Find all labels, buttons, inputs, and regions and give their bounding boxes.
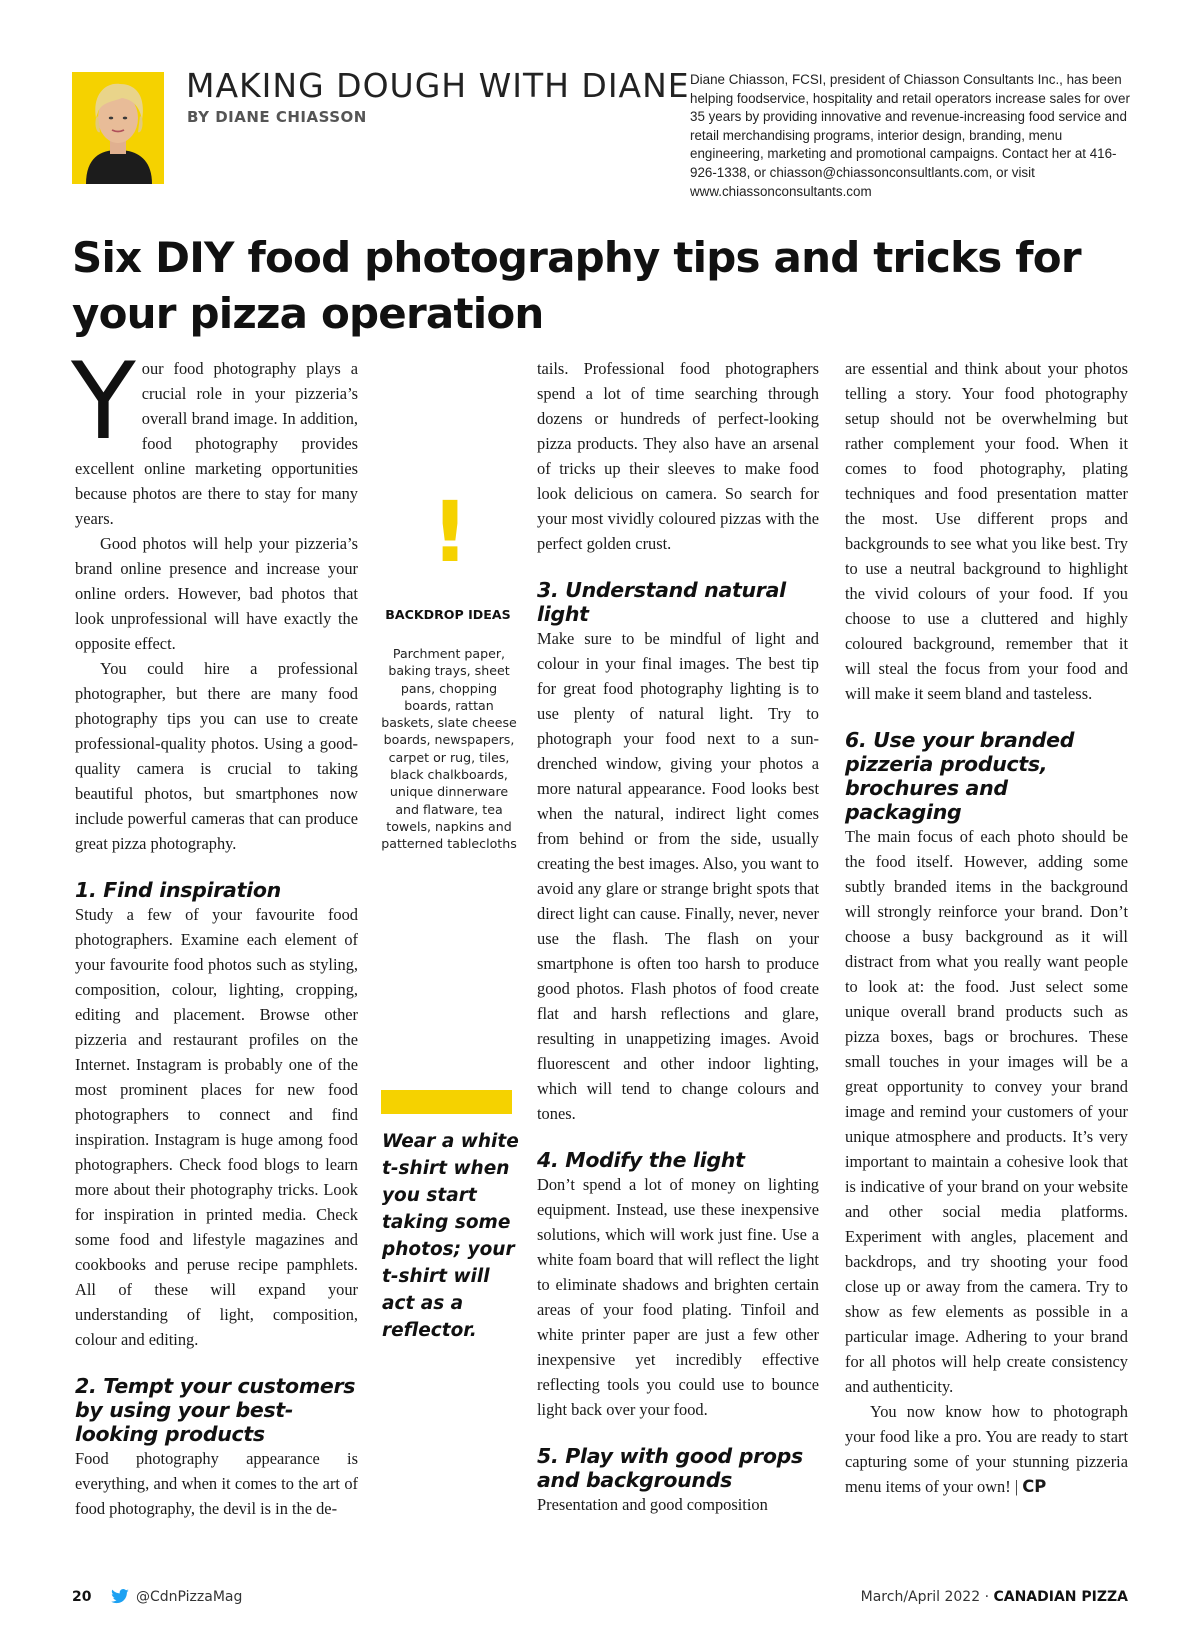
page-number: 20 <box>72 1589 92 1605</box>
twitter-handle: @CdnPizzaMag <box>136 1589 243 1605</box>
author-portrait-image <box>72 72 164 184</box>
issue-date: March/April 2022 · <box>860 1589 990 1605</box>
intro-paragraph <box>71 340 358 531</box>
article-column-2 <box>537 356 819 1517</box>
twitter-icon <box>110 1589 130 1605</box>
subheading-tempt-customers: 2. Tempt your customers by using your best-looking products <box>75 1374 356 1446</box>
article-column-3 <box>845 356 1128 1499</box>
pull-quote: Wear a white t-shirt when you start taking some photos; your t-shirt will act as a reflector. <box>382 1131 519 1341</box>
closing-paragraph <box>845 1399 1128 1499</box>
body-paragraph: tails. Professional food photographers spend a lot of time searching through dozens or hundreds of perfect-looking pizza products. They also have an arsenal of tricks up their sleeves to make food look delicious on camera. So search for your most vividly coloured pizzas with the perfect golden crust. <box>537 359 819 553</box>
body-paragraph: The main focus of each photo should be the food itself. However, adding some subtly branded items in the background will strongly reinforce your brand. Don’t choose a busy background as it will distract from what you really want people to look at: the food. Just select some unique overall brand products such as pizza boxes, bags or brochures. These small touches in your images will be a great opportunity to convey your brand image and remind your customers of your unique atmosphere and products. It’s very important to maintain a cohesive look that is indicative of your brand on your website and other social media platforms. Experiment with angles, placement and backdrops, and try shooting your food close up or away from the camera. Try to show as few elements as possible in a particular image. Adhering to your brand for all photos will help create consistency and authenticity. <box>845 827 1128 1396</box>
author-bio: Diane Chiasson, FCSI, president of Chiasson Consultants Inc., has been helping foodservice, hospitality and retail operators increase sales for over 35 years by providing innovative and revenue-increasing food service and retail merchandising programs, interior design, branding, menu engineering, marketing and promotional campaigns. Contact her at 416-926-1338, or chiasson@chiassonconsultlants.com, or visit www.chiassonconsultants.com <box>690 72 1130 199</box>
column-title: MAKING DOUGH WITH DIANE <box>186 66 690 105</box>
issue-info <box>861 1589 1128 1605</box>
drop-cap: Y <box>71 340 136 463</box>
author-photo <box>72 72 164 184</box>
subheading-modify-light: 4. Modify the light <box>537 1148 745 1172</box>
intro-text: our food photography plays a crucial role in your pizzeria’s overall brand image. In addition, food photography provides excellent online marketing opportunities because photos are there to stay for many years. <box>75 359 358 528</box>
sidebar-text: Parchment paper, baking trays, sheet pans, chopping boards, rattan baskets, slate cheese boards, newspapers, carpet or rug, tiles, black chalkboards, unique dinnerware and flatware, tea towels, napkins and patterned tablecloths <box>381 646 517 852</box>
subheading-props-backgrounds: 5. Play with good props and backgrounds <box>537 1444 803 1492</box>
exclamation-icon: ! <box>430 483 470 581</box>
body-paragraph: Study a few of your favourite food photographers. Examine each element of your favourite food photos such as styling, composition, colour, lighting, cropping, editing and placement. Browse other pizzeria and restaurant profiles on the Internet. Instagram is probably one of the most prominent places for new food photographers to connect and find inspiration. Instagram is huge among food photographers. Check food blogs to learn more about their photography tricks. Look for inspiration in printed media. Check some food and lifestyle magazines and cookbooks and peruse recipe pamphlets. All of these will expand your understanding of light, composition, colour and editing. <box>75 905 358 1349</box>
magazine-name: CANADIAN PIZZA <box>993 1589 1128 1605</box>
closing-text: You now know how to photograph your food like a pro. You are ready to start capturing some of your stunning pizzeria menu items of your own! | <box>845 1402 1128 1496</box>
subheading-find-inspiration: 1. Find inspiration <box>75 878 281 902</box>
body-paragraph: You could hire a professional photographer, but there are many food photography tips you can use to create professional-quality photos. Using a good-quality camera is crucial to taking beautiful photos, but smartphones now include powerful cameras that can produce great pizza photography. <box>75 659 358 853</box>
body-paragraph: Good photos will help your pizzeria’s brand online presence and increase your online orders. However, bad photos that look unprofessional will have exactly the opposite effect. <box>75 534 358 653</box>
body-paragraph: Food photography appearance is everything, and when it comes to the art of food photography, the devil is in the de- <box>75 1449 358 1518</box>
body-paragraph: Presentation and good composition <box>537 1495 768 1514</box>
body-paragraph: Make sure to be mindful of light and colour in your final images. The best tip for great food photography lighting is to use plenty of natural light. Try to photograph your food next to a sun-drenched window, giving your photos a more natural appearance. Food looks best when the natural, indirect light comes from behind or from the side, usually creating the best images. Also, you want to avoid any glare or strange bright spots that direct light can cause. Finally, never, never use the flash. The flash on your smartphone is often too harsh to produce good photos. Flash photos of food create flat and harsh reflections and glare, resulting in unappetizing images. Avoid fluorescent and other indoor lighting, which will tend to change colours and tones. <box>537 629 819 1123</box>
pull-quote-bar <box>381 1090 512 1114</box>
subheading-branded-products: 6. Use your branded pizzeria products, brochures and packaging <box>845 728 1075 824</box>
twitter-credit <box>110 1589 242 1605</box>
byline: BY DIANE CHIASSON <box>187 108 367 126</box>
sidebar-title: BACKDROP IDEAS <box>385 607 511 622</box>
article-headline: Six DIY food photography tips and tricks for your pizza operation <box>72 233 1081 338</box>
body-paragraph: Don’t spend a lot of money on lighting equipment. Instead, use these inexpensive solutions, which will work just fine. Use a white foam board that will reflect the light to eliminate shadows and brighten certain areas of your food plating. Tinfoil and white printer paper are just a few other inexpensive yet incredibly effective reflecting tools you could use to bounce light back over your food. <box>537 1175 819 1419</box>
end-mark: CP <box>1022 1477 1047 1496</box>
article-column-1 <box>71 340 358 1521</box>
body-paragraph: are essential and think about your photos telling a story. Your food photography setup should not be overwhelming but rather complement your food. When it comes to food photography, plating techniques and food presentation matter the most. Use different props and backgrounds to see what you like best. Try to use a neutral background to highlight the vivid colours of your food. If you choose to use a cluttered and highly coloured background, remember that it will steal the focus from your food and will make it seem bland and tasteless. <box>845 359 1128 703</box>
subheading-natural-light: 3. Understand natural light <box>537 578 786 626</box>
